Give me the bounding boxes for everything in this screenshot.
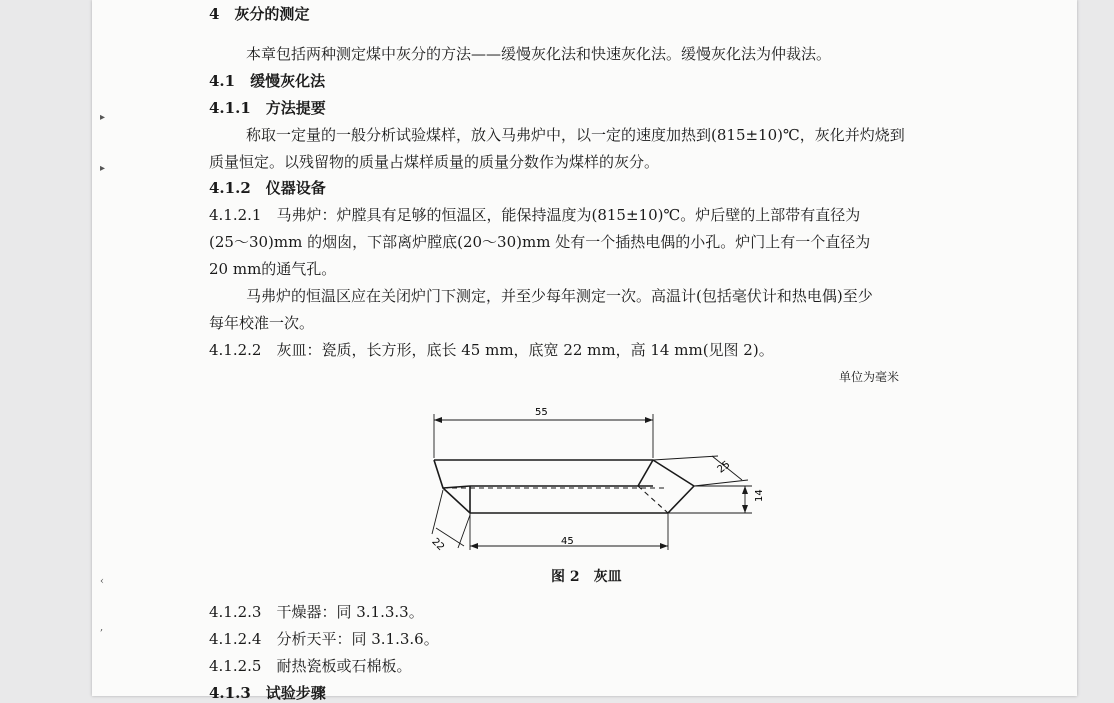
figure-caption: 图 2 灰皿	[551, 569, 622, 585]
dim-label-bottom: 45	[561, 536, 574, 547]
ash-dish-figure	[412, 398, 765, 558]
scan-mark: ,	[100, 622, 104, 633]
dim-label-width: 22	[429, 536, 447, 554]
scan-mark: ▸	[100, 112, 106, 123]
dim-label-side: 25	[715, 459, 733, 476]
paragraph-line: 20 mm的通气孔。	[209, 260, 337, 278]
dim-label-length-top: 55	[535, 407, 548, 418]
unit-note: 单位为毫米	[839, 370, 900, 384]
heading-4-1: 4.1 缓慢灰化法	[209, 72, 326, 90]
paragraph-line: 每年校准一次。	[209, 314, 315, 332]
scan-mark: ‹	[100, 576, 104, 587]
paragraph-line: (25～30)mm 的烟囱，下部离炉膛底(20～30)mm 处有一个插热电偶的小孔。炉门上有一个直径为	[209, 233, 871, 251]
heading-4-1-1: 4.1.1 方法提要	[209, 99, 326, 117]
paragraph-line: 质量恒定。以残留物的质量占煤样质量的质量分数作为煤样的灰分。	[209, 153, 660, 171]
document-page	[92, 0, 1077, 702]
dim-label-height: 14	[754, 489, 765, 502]
paragraph-line: 4.1.2.2 灰皿：瓷质，长方形，底长 45 mm，底宽 22 mm，高 14 mm(见图 2)。	[209, 341, 774, 359]
scan-mark: ▸	[100, 163, 106, 174]
section-heading: 4 灰分的测定	[209, 5, 310, 23]
paragraph-line: 称取一定量的一般分析试验煤样，放入马弗炉中，以一定的速度加热到(815±10)℃，灰化并灼烧到	[246, 126, 905, 144]
heading-4-1-3: 4.1.3 试验步骤	[209, 684, 326, 702]
paragraph-line: 4.1.2.4 分析天平：同 3.1.3.6。	[209, 630, 439, 648]
paragraph-line: 马弗炉的恒温区应在关闭炉门下测定，并至少每年测定一次。高温计(包括毫伏计和热电偶)至少	[246, 287, 873, 305]
paragraph-line: 4.1.2.1 马弗炉：炉膛具有足够的恒温区，能保持温度为(815±10)℃。炉后壁的上部带有直径为	[209, 206, 861, 224]
paragraph-line: 4.1.2.5 耐热瓷板或石棉板。	[209, 657, 412, 675]
intro-paragraph: 本章包括两种测定煤中灰分的方法——缓慢灰化法和快速灰化法。缓慢灰化法为仲裁法。	[246, 45, 832, 63]
paragraph-line: 4.1.2.3 干燥器：同 3.1.3.3。	[209, 603, 424, 621]
heading-4-1-2: 4.1.2 仪器设备	[209, 179, 326, 197]
